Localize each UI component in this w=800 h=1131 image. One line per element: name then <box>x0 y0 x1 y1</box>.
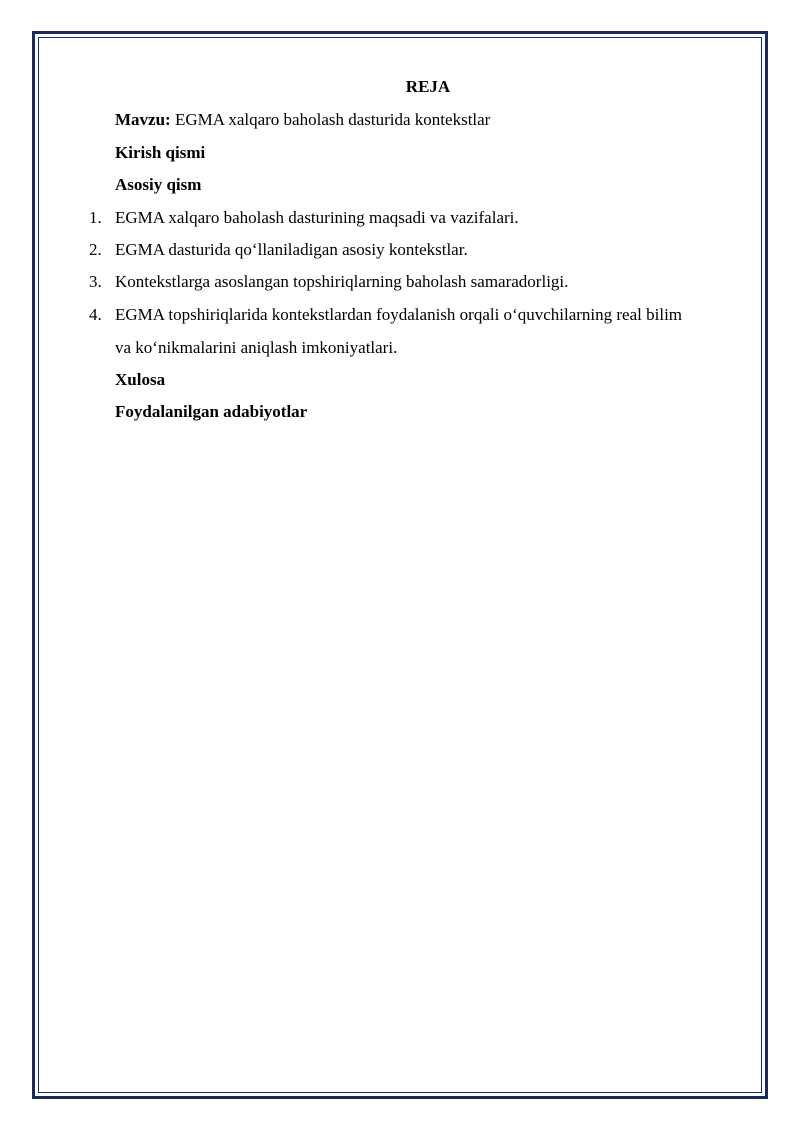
list-item: EGMA topshiriqlarida kontekstlardan foydalanish orqali o‘quvchilarning real bilim <box>115 305 683 324</box>
list-item-number: 3. <box>89 272 102 291</box>
list-item-number: 1. <box>89 208 102 227</box>
topic-label: Mavzu: <box>115 110 171 129</box>
topic-text: EGMA xalqaro baholash dasturida kontekstlar <box>174 110 491 129</box>
section-intro: Kirish qismi <box>115 143 206 162</box>
list-item-number: 2. <box>89 240 102 259</box>
topic-line <box>115 110 490 130</box>
list-item-number: 4. <box>89 305 102 324</box>
page-title: REJA <box>405 77 451 96</box>
list-item: Kontekstlarga asoslangan topshiriqlarning baholash samaradorligi. <box>115 272 569 291</box>
list-item-continuation: va ko‘nikmalarini aniqlash imkoniyatlari. <box>115 338 398 357</box>
section-main: Asosiy qism <box>115 175 202 194</box>
section-conclusion: Xulosa <box>115 370 166 389</box>
list-item: EGMA xalqaro baholash dasturining maqsadi va vazifalari. <box>115 208 519 227</box>
section-references: Foydalanilgan adabiyotlar <box>115 402 308 421</box>
list-item: EGMA dasturida qo‘llaniladigan asosiy kontekstlar. <box>115 240 468 259</box>
